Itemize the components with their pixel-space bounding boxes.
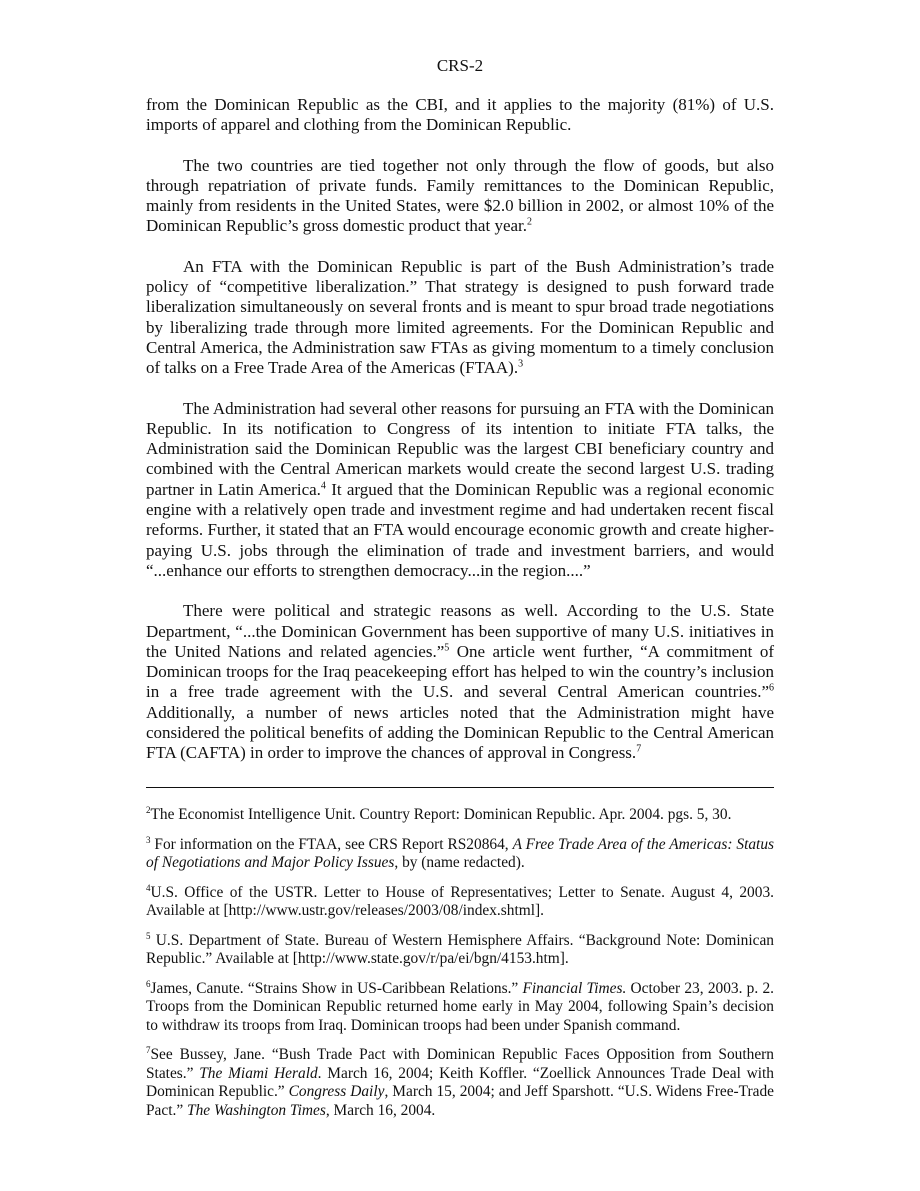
paragraph-administration-reasons (146, 399, 774, 582)
footnote-text: James, Canute. “Strains Show in US-Caribbean Relations.” (150, 979, 523, 997)
footnote (146, 980, 774, 1036)
footnote-ref[interactable]: 3 (518, 358, 524, 370)
footnote-divider (146, 787, 774, 788)
paragraph-competitive-liberalization (146, 257, 774, 379)
paragraph-text: Additionally, a number of news articles noted that the Administration might have considered the political benefits of adding the Dominican Republic to the Central American FTA (CAFTA) in order to improve the chances of approval in Congress. (146, 702, 774, 763)
footnote-text: , by (name redacted). (394, 854, 525, 871)
footnote-publication: Congress Daily (288, 1083, 385, 1100)
footnote-number: 5 (146, 930, 151, 941)
paragraph-text: There were political and strategic reasons as well. According to the U.S. State Department, “...the Dominican Government has been supportive of many U.S. initiatives in the United Nations and related agencies.” (146, 601, 774, 661)
footnote-publication: Financial Times. (522, 979, 627, 997)
body-text (146, 95, 774, 784)
footnote-number: 6 (146, 978, 151, 989)
paragraph-text: The Administration had several other reasons for pursuing an FTA with the Dominican Republic. In its notification to Congress of its intention to initiate FTA talks, the Administration said the Dominican Republic was the largest CBI beneficiary country and combined with the Central American markets would create the second largest U.S. trading partner in Latin America. (146, 398, 774, 499)
footnote-text: For information on the FTAA, see CRS Report RS20864, (150, 835, 513, 853)
paragraph-text: An FTA with the Dominican Republic is part of the Bush Administration’s trade policy of “competitive liberalization.” That strategy is designed to push forward trade liberalization simultaneously on several fronts and is meant to spur broad trade negotiations by liberalizing trade through more limited agreements. For the Dominican Republic and Central America, the Administration saw FTAs as giving momentum to a timely conclusion of talks on a Free Trade Area of the Americas (FTAA). (146, 256, 774, 378)
footnote-ref[interactable]: 6 (769, 682, 774, 694)
footnote (146, 1046, 774, 1120)
footnote-ref[interactable]: 7 (636, 743, 642, 755)
paragraph-text: The two countries are tied together not only through the flow of goods, but also through repatriation of private funds. Family remittances to the Dominican Republic, mainly from residents in the United States, were $2.0 billion in 2002, or almost 10% of the Dominican Republic’s gross domestic product that year. (146, 155, 774, 236)
paragraph-text: It argued that the Dominican Republic was a regional economic engine with a relatively open trade and investment regime and had undertaken recent fiscal reforms. Further, it stated that an FTA would encourage economic growth and create higher-paying U.S. jobs through the elimination of trade and investment barriers, and would “...enhance our efforts to strengthen democracy...in the region....” (146, 479, 774, 580)
footnote-text: October 23, 2003. p. 2. Troops from the Dominican Republic returned home early in May 2004, following Spain’s decision to withdraw its troops from Iraq. Dominican troops had been under Spanish command. (146, 979, 774, 1034)
paragraph-political-reasons (146, 601, 774, 763)
footnote-number: 4 (146, 882, 151, 893)
footnote-number: 2 (146, 804, 151, 815)
footnote-ref[interactable]: 4 (320, 480, 326, 492)
footnotes (146, 806, 774, 1131)
footnote-publication: The Miami Herald (199, 1064, 318, 1082)
footnote-text: , March 15, 2004; and Jeff Sparshott. “U.S. Widens Free-Trade Pact.” (146, 1083, 774, 1119)
paragraph-remittances (146, 156, 774, 237)
footnote-ref[interactable]: 5 (444, 642, 450, 654)
page-header: CRS-2 (436, 56, 484, 75)
footnote-text: U.S. Office of the USTR. Letter to House of Representatives; Letter to Senate. August 4, 2003. Available at [http://www.ustr.gov/releases/2003/08/index.shtml]. (146, 883, 774, 919)
footnote-publication: The Washington Times (187, 1101, 326, 1119)
footnote (146, 884, 774, 921)
footnote-report-title: A Free Trade Area of the Americas: Status of Negotiations and Major Policy Issues (146, 835, 774, 871)
footnote-number: 7 (146, 1044, 151, 1055)
footnote (146, 932, 774, 969)
paragraph-continuation (146, 95, 774, 136)
footnote-number: 3 (146, 834, 151, 845)
footnote-text: U.S. Department of State. Bureau of Western Hemisphere Affairs. “Background Note: Dominican Republic.” Available at [http://www.state.gov/r/pa/ei/bgn/4153.htm]. (146, 931, 774, 967)
footnote-text: See Bussey, Jane. “Bush Trade Pact with Dominican Republic Faces Opposition from Southern States.” (146, 1046, 774, 1082)
footnote-text: , March 16, 2004. (325, 1101, 436, 1119)
footnote-text: . March 16, 2004; Keith Koffler. “Zoellick Announces Trade Deal with Dominican Republic.” (146, 1064, 774, 1100)
paragraph-text: One article went further, “A commitment of Dominican troops for the Iraq peacekeeping effort has helped to win the country’s inclusion in a free trade agreement with the U.S. and several Central American countries.” (146, 641, 774, 702)
paragraph-text: from the Dominican Republic as the CBI, and it applies to the majority (81%) of U.S. imports of apparel and clothing from the Dominican Republic. (146, 95, 774, 135)
footnote-text: The Economist Intelligence Unit. Country Report: Dominican Republic. Apr. 2004. pgs. 5, 30. (150, 806, 732, 823)
footnote (146, 836, 774, 873)
footnote (146, 806, 774, 825)
footnote-ref[interactable]: 2 (527, 216, 533, 228)
